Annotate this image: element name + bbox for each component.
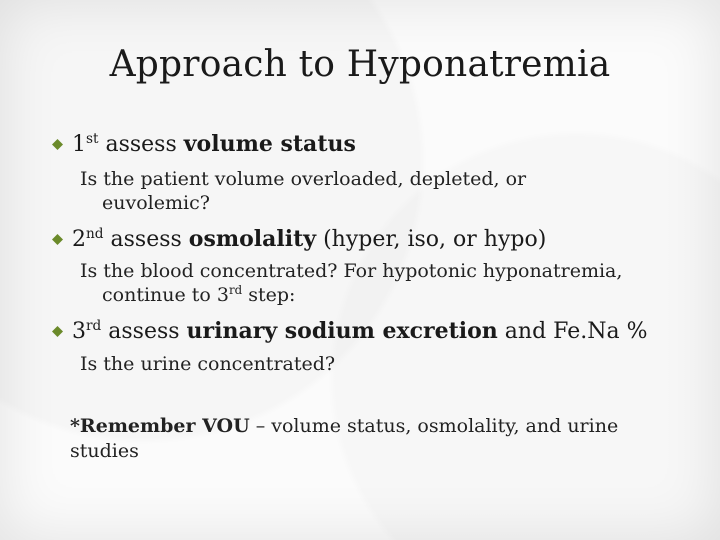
bullet-2-sub-ordinal-sup: rd — [229, 282, 243, 297]
bullet-1-sub-line1: Is the patient volume overloaded, depleted, or — [80, 168, 527, 190]
bullet-3-tail: and Fe.Na % — [504, 319, 648, 344]
bullet-1-ordinal: st — [86, 130, 99, 147]
remember-emphasis: *Remember VOU — [70, 415, 250, 437]
diamond-bullet-icon — [52, 139, 63, 150]
bullet-2-subtext — [80, 259, 622, 307]
bullet-2-num: 2 — [72, 227, 86, 252]
bullet-3-text — [72, 318, 648, 344]
bullet-3-num: 3 — [72, 319, 86, 344]
bullet-2-emphasis: osmolality — [188, 226, 317, 252]
bullet-2-sub-line2-tail: step: — [248, 284, 296, 306]
bullet-2-sub-line2 — [80, 283, 622, 307]
bullet-3-verb: assess — [108, 319, 180, 344]
bullet-1-text — [72, 131, 356, 157]
bullet-2-sub-line2-start: continue to — [102, 284, 211, 306]
bullet-3-sub-line1: Is the urine concentrated? — [80, 353, 336, 375]
bullet-1-sub-line2: euvolemic? — [102, 192, 210, 214]
remember-rest: – volume status, osmolality, and urine studies — [70, 415, 619, 462]
bullet-3-emphasis: urinary sodium excretion — [186, 318, 498, 344]
diamond-bullet-icon — [52, 326, 63, 337]
bullet-2-sub-line1: Is the blood concentrated? For hypotonic hyponatremia, — [80, 260, 623, 282]
bullet-1-verb: assess — [105, 132, 177, 157]
bullet-1-num: 1 — [72, 132, 86, 157]
bullet-2-tail: (hyper, iso, or hypo) — [323, 227, 547, 252]
bullet-2-text — [72, 226, 546, 252]
diamond-bullet-icon — [52, 234, 63, 245]
bullet-2-ordinal: nd — [86, 225, 104, 242]
bullet-1-subtext — [80, 167, 526, 215]
bullet-3-subtext — [80, 352, 335, 376]
remember-note — [70, 414, 680, 464]
bullet-2-verb: assess — [110, 227, 182, 252]
bullet-3-ordinal: rd — [86, 317, 102, 334]
bullet-2-sub-ordinal-num: 3 — [216, 284, 230, 306]
bullet-1-emphasis: volume status — [183, 131, 356, 157]
slide-title: Approach to Hyponatremia — [109, 44, 611, 85]
